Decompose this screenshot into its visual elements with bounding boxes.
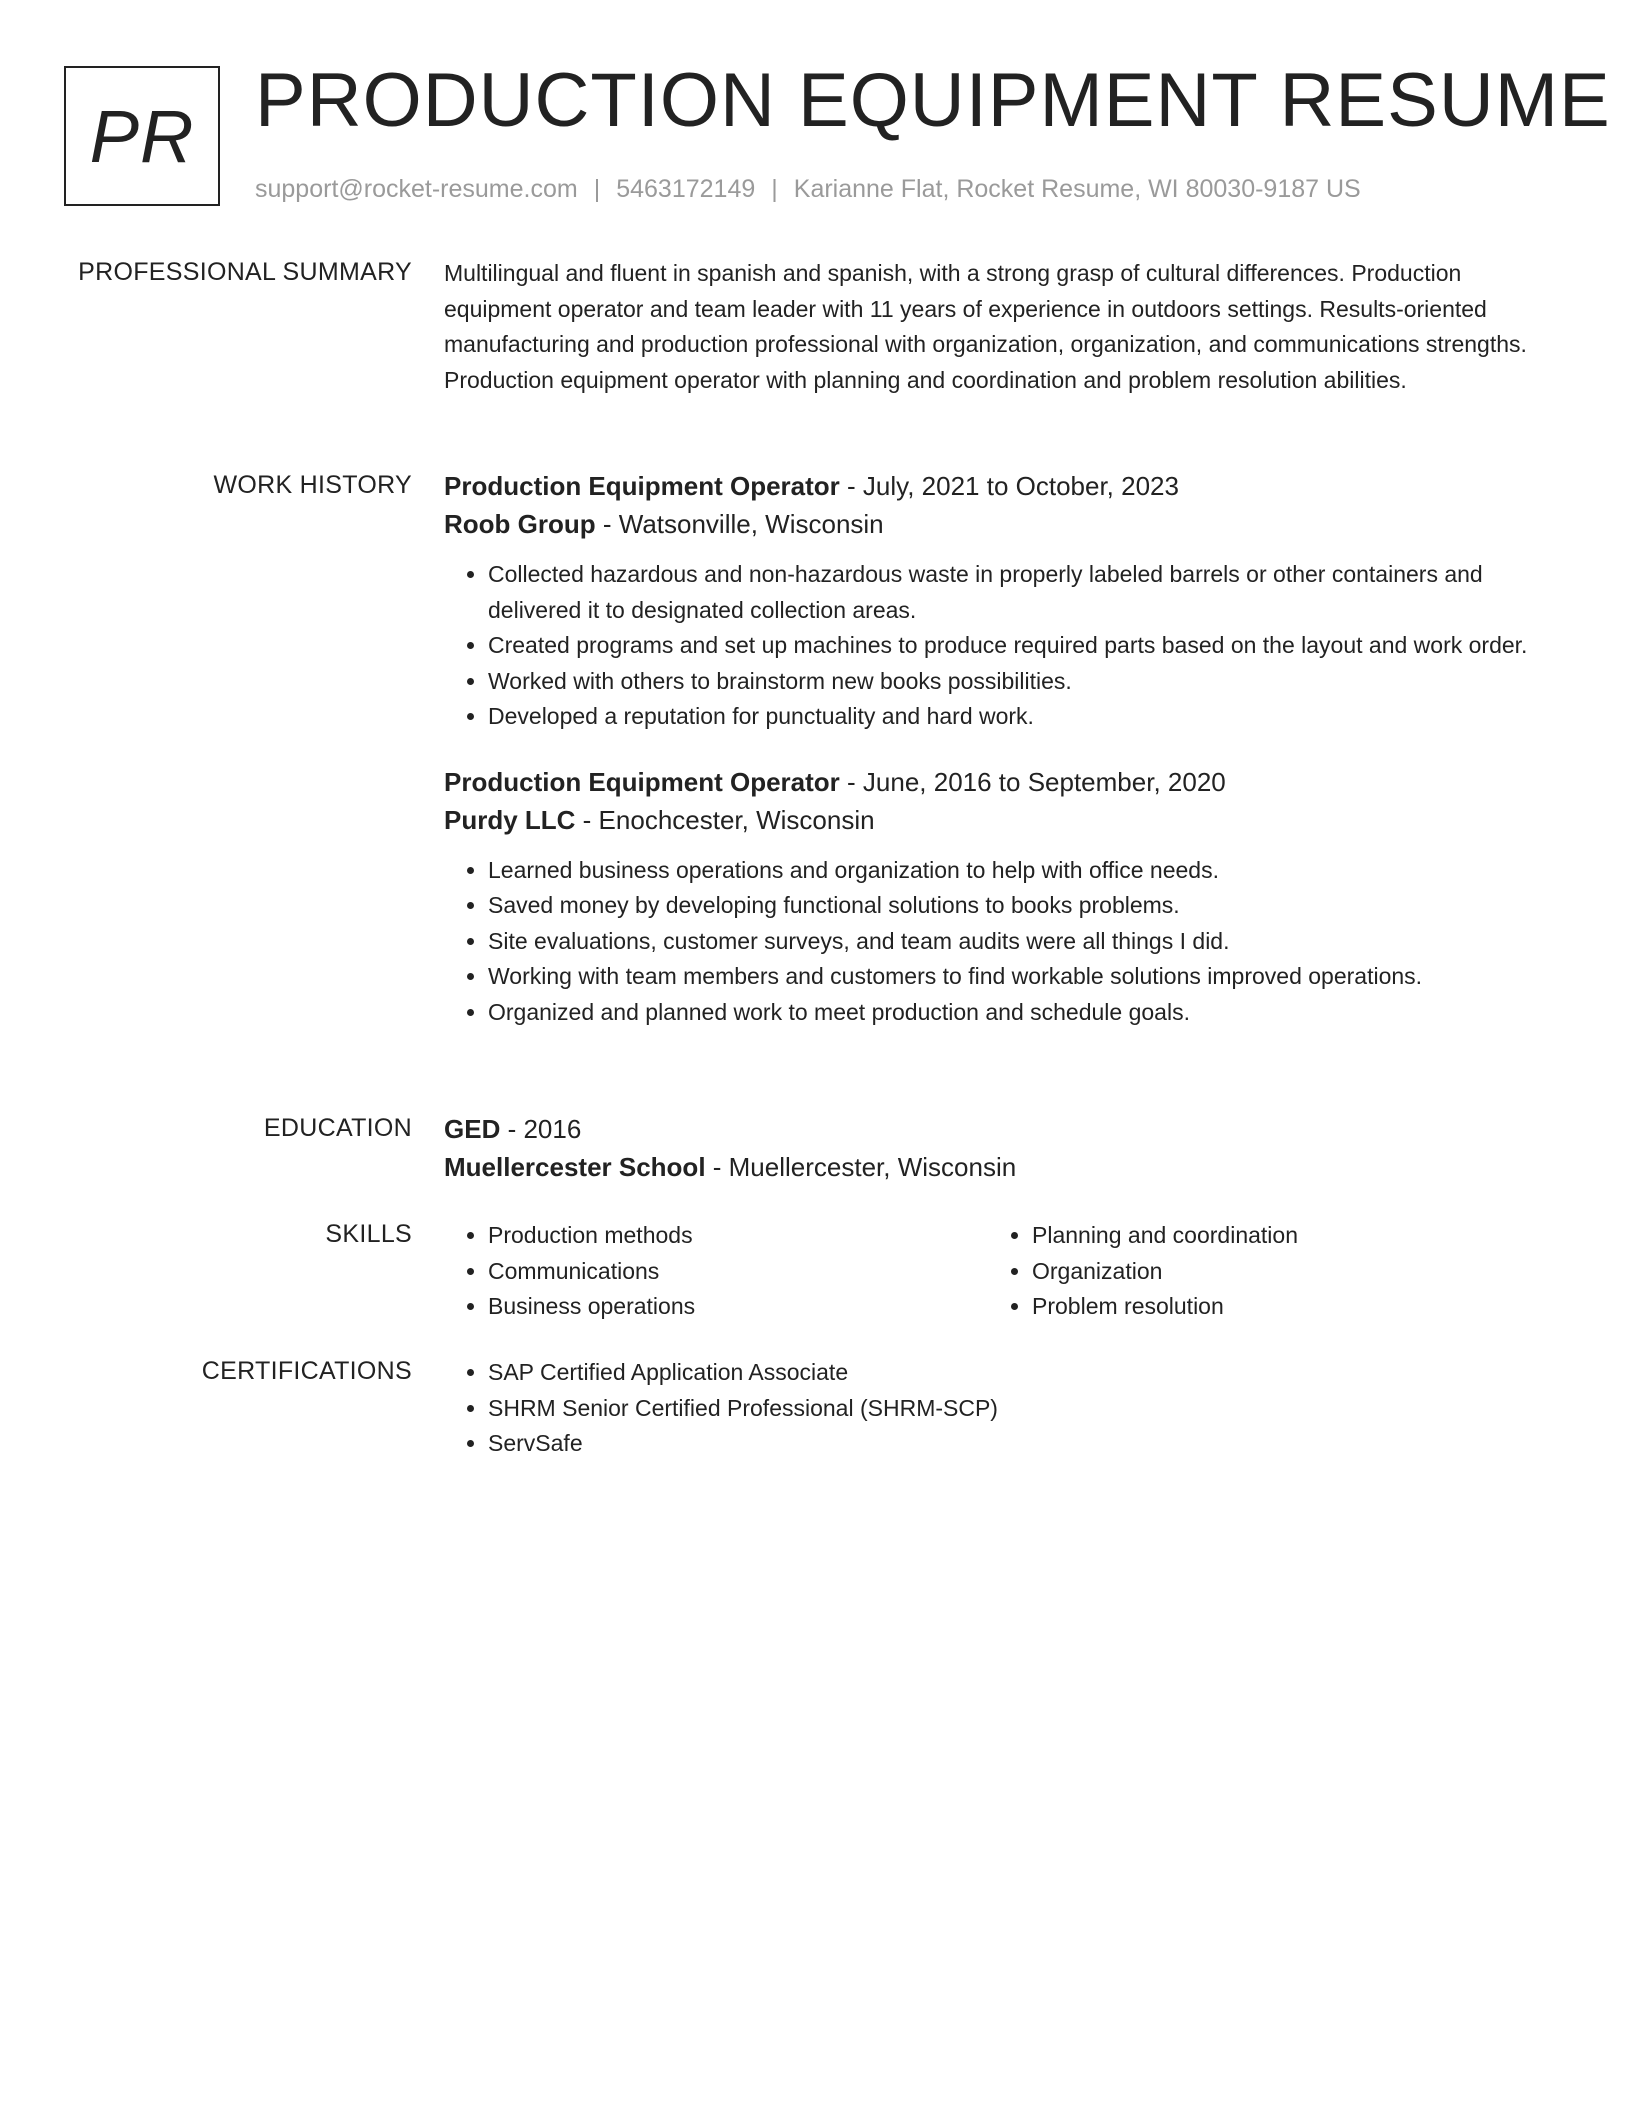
job-entry: [444, 467, 1554, 735]
degree-line: [444, 1110, 1554, 1148]
contact-phone[interactable]: 5463172149: [616, 175, 756, 203]
company-line: [444, 505, 1554, 543]
contact-address: Karianne Flat, Rocket Resume, WI 80030-9187 US: [793, 175, 1361, 203]
resume-title: PRODUCTION EQUIPMENT RESUME: [255, 58, 1611, 143]
contact-email[interactable]: support@rocket-resume.com: [255, 175, 578, 203]
section-label-work-history: WORK HISTORY: [213, 471, 412, 499]
company-name: Roob Group: [444, 509, 596, 539]
job-bullet: • Learned business operations and organization to help with office needs.: [488, 853, 1554, 889]
job-bullets: [444, 557, 1554, 735]
job-bullet: • Worked with others to brainstorm new books possibilities.: [488, 664, 1554, 700]
job-bullet: • Collected hazardous and non-hazardous waste in properly labeled barrels or other containers and delivered it to designated collection areas.: [488, 557, 1554, 628]
skill-item: • Organization: [1032, 1254, 1532, 1290]
degree: GED: [444, 1114, 501, 1144]
school-line: [444, 1148, 1554, 1186]
job-title-line: [444, 763, 1554, 801]
company-line: [444, 801, 1554, 839]
company-name: Purdy LLC: [444, 804, 576, 835]
skill-item: • Problem resolution: [1032, 1289, 1532, 1325]
certification-item: • SAP Certified Application Associate: [488, 1355, 1554, 1391]
job-bullet: • Created programs and set up machines to produce required parts based on the layout and work order.: [488, 628, 1554, 664]
job-title-line: [444, 467, 1554, 505]
summary-text: Multilingual and fluent in spanish and spanish, with a strong grasp of cultural differences. Production equipment operator and team leader with 11 years of experience in outdoors settings. Results-oriented manufacturing and production professional with organization, organization, and communications strengths. Production equipment operator with planning and coordination and problem resolution abilities.: [444, 260, 1527, 393]
section-label-skills: SKILLS: [325, 1220, 412, 1248]
skills-column-1: [444, 1218, 988, 1325]
skill-item: • Business operations: [488, 1289, 988, 1325]
certifications-list: [444, 1355, 1554, 1462]
job-bullet: • Developed a reputation for punctuality and hard work.: [488, 699, 1554, 735]
school-location: - Muellercester, Wisconsin: [705, 1152, 1017, 1182]
monogram-logo: PR: [64, 66, 220, 206]
job-dates: - July, 2021 to October, 2023: [839, 471, 1179, 501]
job-title: Production Equipment Operator: [444, 766, 840, 797]
certification-item: • SHRM Senior Certified Professional (SHRM-SCP): [488, 1391, 1554, 1427]
certification-item: • ServSafe: [488, 1426, 1554, 1462]
job-bullet: • Working with team members and customers to find workable solutions improved operations.: [488, 959, 1554, 995]
job-dates: - June, 2016 to September, 2020: [839, 766, 1226, 797]
job-entry: [444, 763, 1554, 1031]
company-location: - Enochcester, Wisconsin: [575, 804, 875, 835]
skill-item: • Production methods: [488, 1218, 988, 1254]
section-label-summary: PROFESSIONAL SUMMARY: [78, 258, 412, 286]
skill-item: • Communications: [488, 1254, 988, 1290]
skill-item: • Planning and coordination: [1032, 1218, 1532, 1254]
contact-separator: |: [593, 175, 601, 203]
section-label-certifications: CERTIFICATIONS: [201, 1357, 412, 1385]
contact-separator: |: [771, 175, 778, 203]
section-label-education: EDUCATION: [263, 1114, 412, 1142]
education-content: [444, 1110, 1554, 1186]
company-location: - Watsonville, Wisconsin: [595, 509, 884, 539]
job-title: Production Equipment Operator: [444, 471, 840, 501]
job-bullet: • Site evaluations, customer surveys, and team audits were all things I did.: [488, 924, 1554, 960]
job-bullet: • Saved money by developing functional solutions to books problems.: [488, 888, 1554, 924]
job-bullet: • Organized and planned work to meet production and schedule goals.: [488, 995, 1554, 1031]
skills-content: [444, 1218, 1554, 1325]
skills-column-2: [988, 1218, 1532, 1325]
job-bullets: [444, 853, 1554, 1031]
summary-content: [444, 256, 1554, 398]
school-name: Muellercester School: [444, 1152, 706, 1182]
degree-year: - 2016: [500, 1114, 582, 1144]
contact-line: [255, 172, 1361, 206]
certifications-content: [444, 1355, 1554, 1462]
work-history-content: [444, 467, 1554, 1030]
